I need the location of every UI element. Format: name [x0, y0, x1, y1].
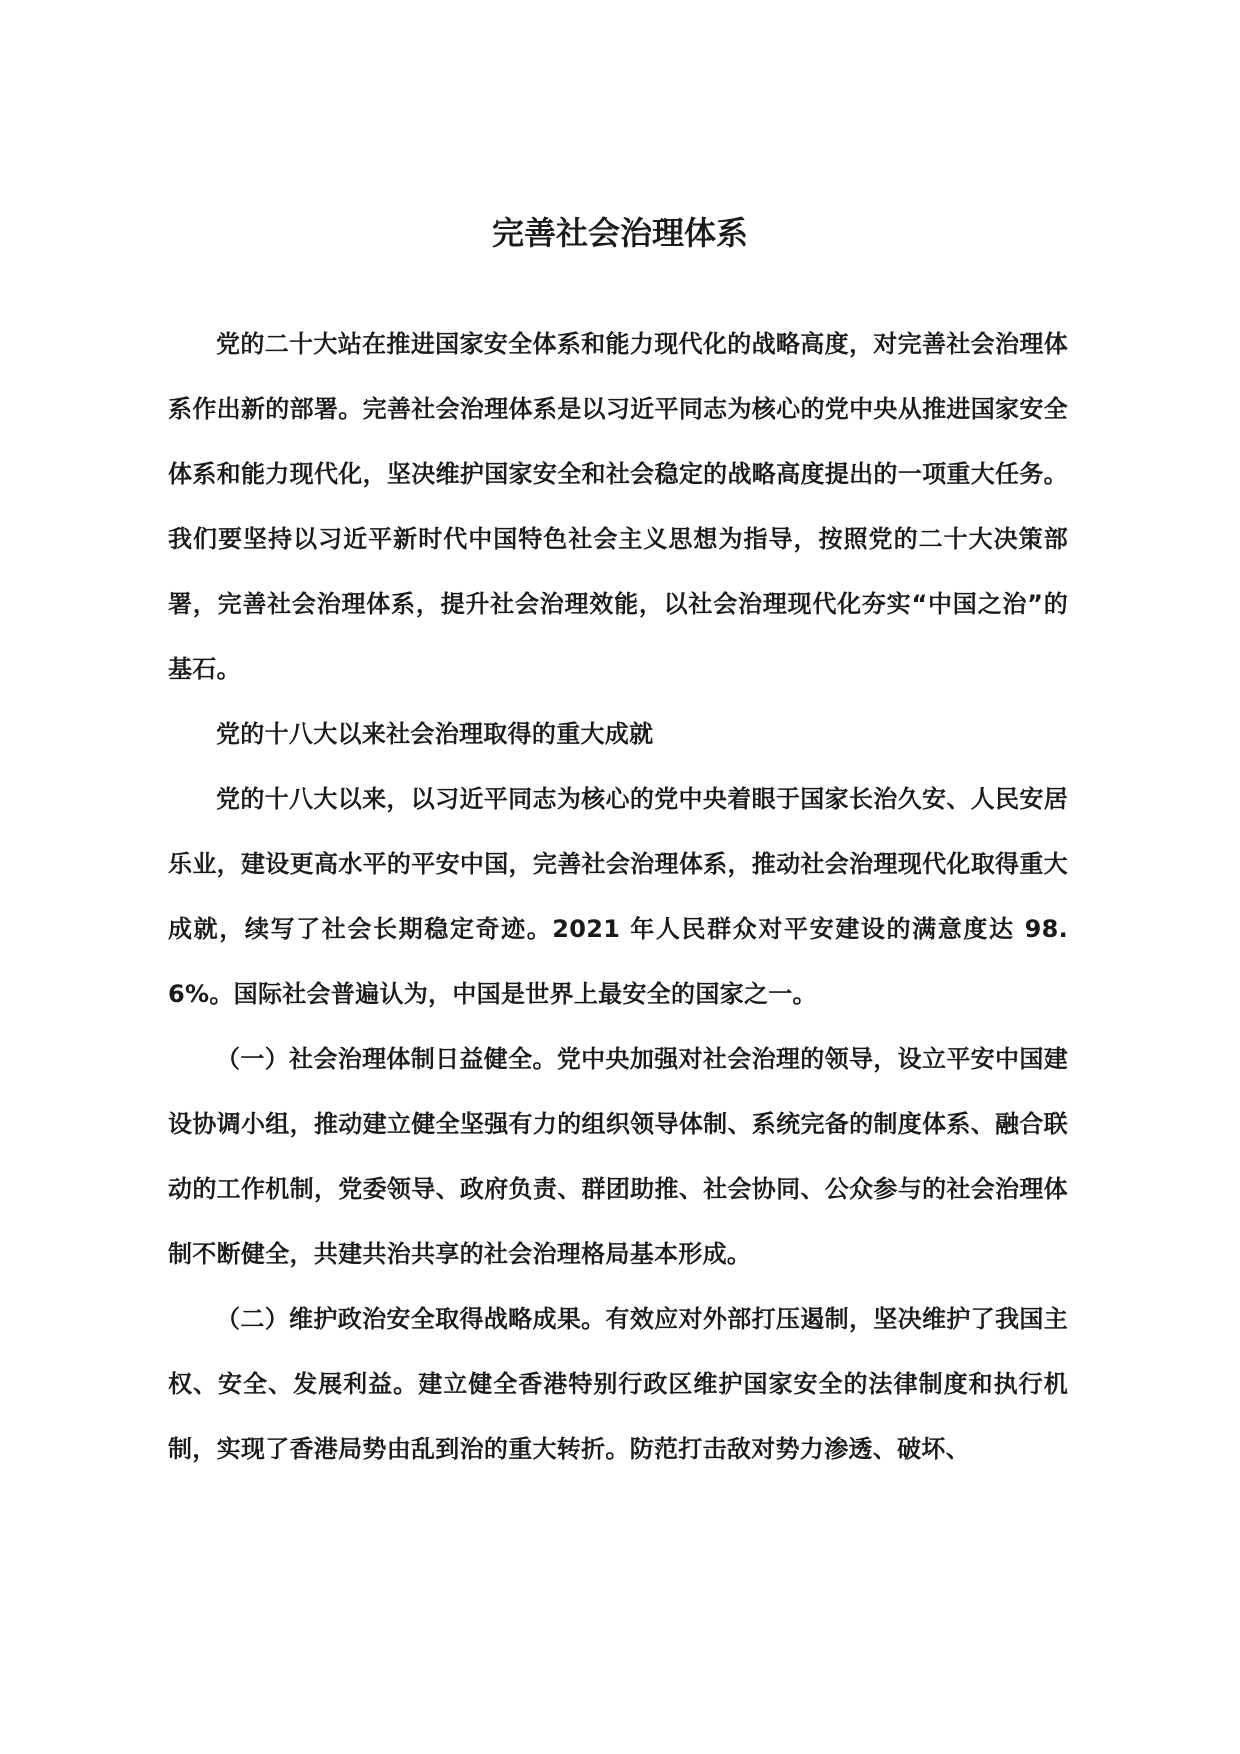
paragraph-achievements: 党的十八大以来，以习近平同志为核心的党中央着眼于国家长治久安、人民安居乐业，建设更高水平的平安中国，完善社会治理体系，推动社会治理现代化取得重大成就，续写了社会长期稳定奇迹。2021 年人民群众对平安建设的满意度达 98.6%。国际社会普遍认为，中国是世界上最安全的国家之一。 — [168, 785, 1068, 1008]
paragraph-point-one: （一）社会治理体制日益健全。党中央加强对社会治理的领导，设立平安中国建设协调小组，推动建立健全坚强有力的组织领导体制、系统完备的制度体系、融合联动的工作机制，党委领导、政府负责、群团助推、社会协同、公众参与的社会治理体制不断健全，共建共治共享的社会治理格局基本形成。 — [168, 1045, 1068, 1268]
paragraph-intro: 党的二十大站在推进国家安全体系和能力现代化的战略高度，对完善社会治理体系作出新的部署。完善社会治理体系是以习近平同志为核心的党中央从推进国家安全体系和能力现代化，坚决维护国家安全和社会稳定的战略高度提出的一项重大任务。我们要坚持以习近平新时代中国特色社会主义思想为指导，按照党的二十大决策部署，完善社会治理体系，提升社会治理效能，以社会治理现代化夯实“中国之治”的基石。 — [168, 330, 1068, 683]
section-heading: 党的十八大以来社会治理取得的重大成就 — [216, 720, 654, 748]
paragraph-point-two: （二）维护政治安全取得战略成果。有效应对外部打压遏制，坚决维护了我国主权、安全、发展利益。建立健全香港特别行政区维护国家安全的法律制度和执行机制，实现了香港局势由乱到治的重大转折。防范打击敌对势力渗透、破坏、 — [168, 1305, 1068, 1463]
document-title: 完善社会治理体系 — [491, 214, 748, 253]
document-body — [168, 312, 1068, 1482]
